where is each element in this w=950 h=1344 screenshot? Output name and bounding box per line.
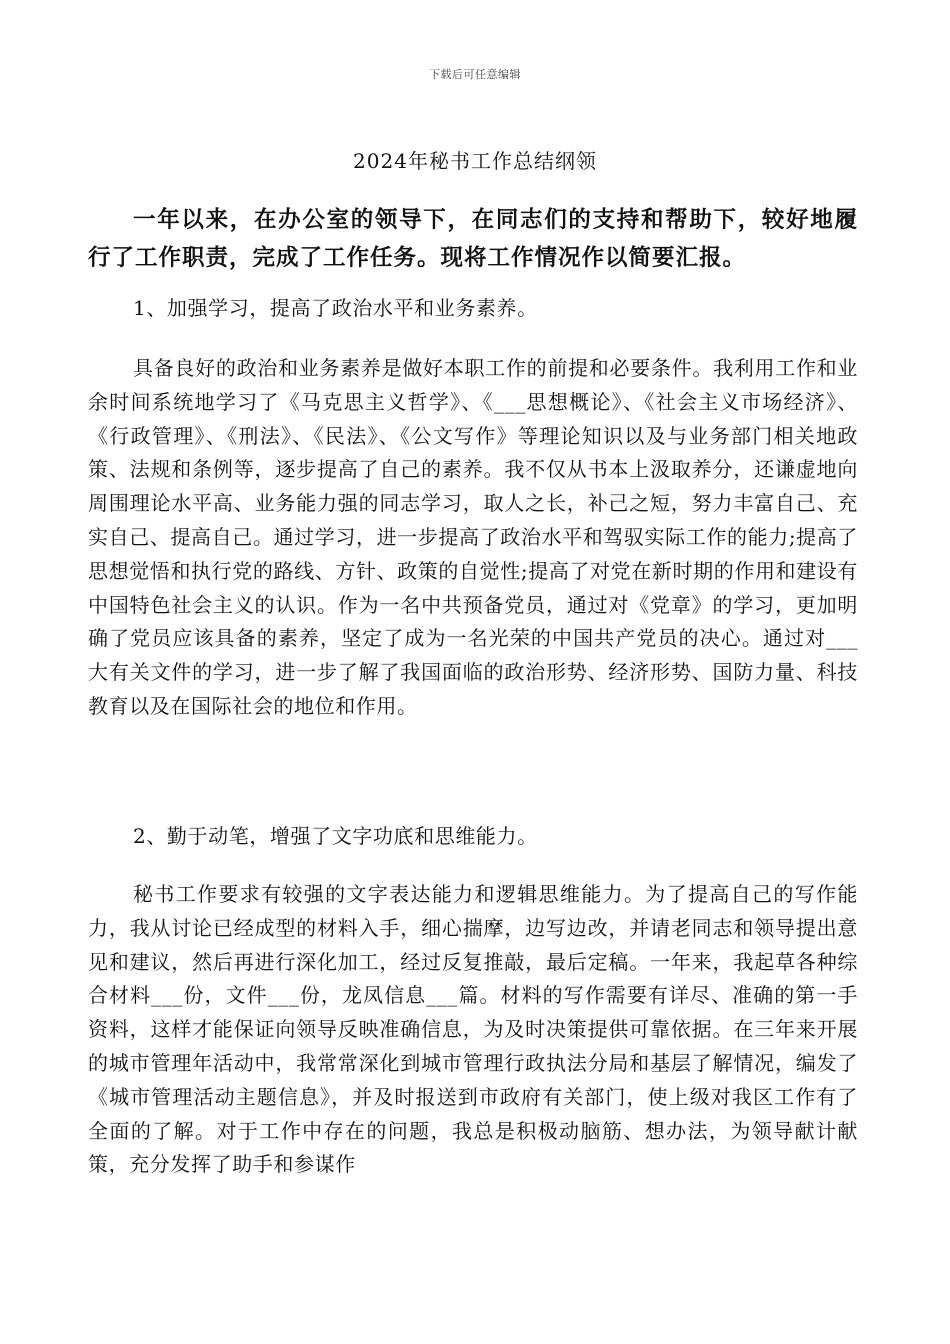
section-heading-2: 2、勤于动笔，增强了文字功底和思维能力。 <box>133 824 538 848</box>
body-paragraph-2: 秘书工作要求有较强的文字表达能力和逻辑思维能力。为了提高自己的写作能力，我从讨论已经成型的材料入手，细心揣摩，边写边改，并请老同志和领导提出意见和建议，然后再进行深化加工，经过反复推敲，最后定稿。一年来，我起草各种综合材料___份，文件___份，龙凤信息___篇。材料的写作需要有详尽、准确的第一手资料，这样才能保证向领导反映准确信息，为及时决策提供可靠依据。在三年来开展的城市管理年活动中，我常常深化到城市管理行政执法分局和基层了解情况，编发了《城市管理活动主题信息》，并及时报送到市政府有关部门，使上级对我区工作有了全面的了解。对于工作中存在的问题，我总是积极动脑筋、想办法，为领导献计献策，充分发挥了助手和参谋作 <box>88 882 858 1177</box>
document-title: 2024年秘书工作总结纲领 <box>353 149 597 173</box>
header-note: 下载后可任意编辑 <box>429 68 521 81</box>
intro-paragraph: 一年以来，在办公室的领导下，在同志们的支持和帮助下，较好地履行了工作职责，完成了工作任务。现将工作情况作以简要汇报。 <box>88 207 858 271</box>
body-paragraph-1: 具备良好的政治和业务素养是做好本职工作的前提和必要条件。我利用工作和业余时间系统地学习了《马克思主义哲学》、《___思想概论》、《社会主义市场经济》、《行政管理》、《刑法》、《民法》、《公文写作》等理论知识以及与业务部门相关地政策、法规和条例等，逐步提高了自己的素养。我不仅从书本上汲取养分，还谦虚地向周围理论水平高、业务能力强的同志学习，取人之长，补己之短，努力丰富自己、充实自己、提高自己。通过学习，进一步提高了政治水平和驾驭实际工作的能力;提高了思想觉悟和执行党的路线、方针、政策的自觉性;提高了对党在新时期的作用和建设有中国特色社会主义的认识。作为一名中共预备党员，通过对《党章》的学习，更加明确了党员应该具备的素养，坚定了成为一名光荣的中国共产党员的决心。通过对___大有关文件的学习，进一步了解了我国面临的政治形势、经济形势、国防力量、科技教育以及在国际社会的地位和作用。 <box>88 356 858 718</box>
section-heading-1: 1、加强学习，提高了政治水平和业务素养。 <box>133 296 538 320</box>
